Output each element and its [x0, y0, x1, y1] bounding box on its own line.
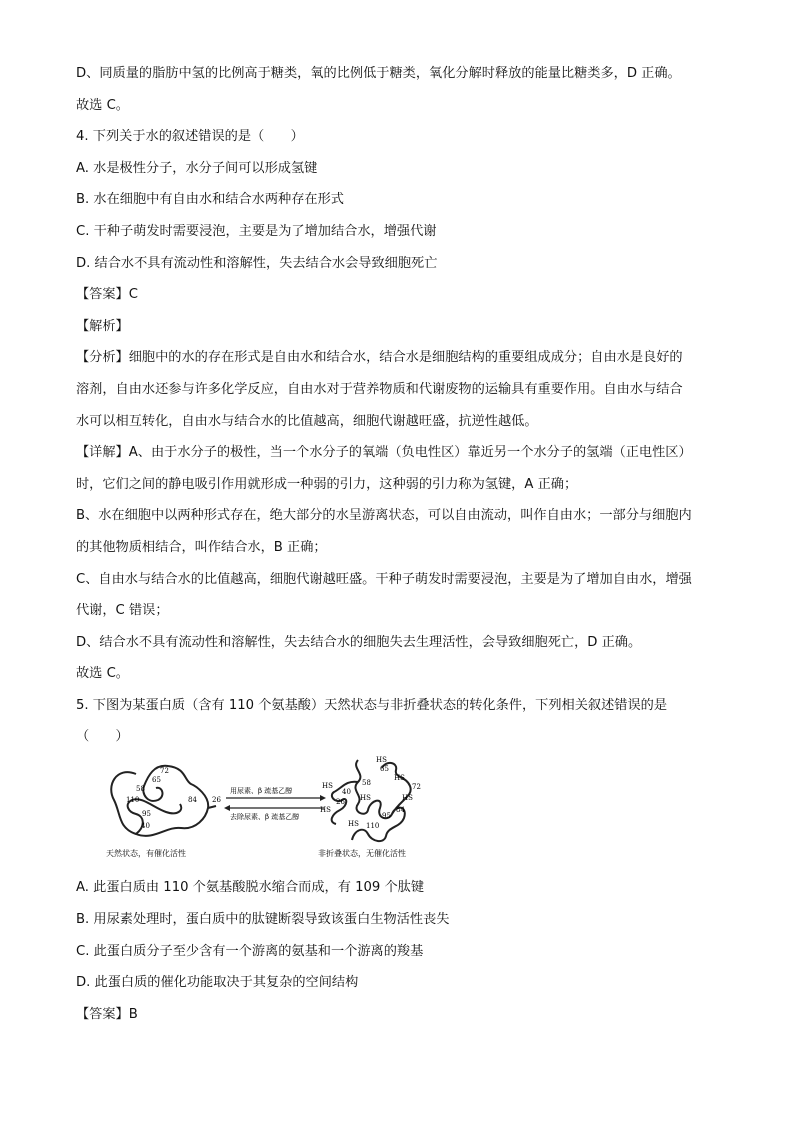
unfolded-label-65: 65	[380, 765, 389, 774]
unfolded-label-72: 72	[412, 783, 421, 792]
unfolded-label-hs: HS	[320, 806, 331, 815]
q4-detail-line: 的其他物质相结合，叫作结合水，B 正确；	[76, 539, 327, 555]
q5-option-c: C. 此蛋白质分子至少含有一个游离的氨基和一个游离的羧基	[76, 943, 424, 959]
reverse-arrow-head	[224, 805, 230, 811]
q4-choose-text: 故选 C。	[76, 666, 129, 682]
q4-analysis-label: 【解析】	[76, 318, 129, 334]
q4-detail-line: B、水在细胞中以两种形式存在，绝大部分的水呈游离状态，可以自由流动，叫作自由水；一部分与细胞内	[76, 508, 692, 524]
unfolded-label-hs: HS	[360, 794, 371, 803]
unfolded-label-hs: HS	[394, 774, 405, 783]
document-page	[76, 64, 726, 1024]
native-label-58: 58	[136, 785, 145, 794]
prev-option-d-explanation: D、同质量的脂肪中氢的比例高于糖类，氧的比例低于糖类，氧化分解时释放的能量比糖类多，D 正确。	[76, 66, 681, 81]
native-label-110: 110	[126, 796, 140, 805]
q5-option-b: B. 用尿素处理时，蛋白质中的肽键断裂导致该蛋白生物活性丧失	[76, 912, 450, 928]
q4-stem: 4. 下列关于水的叙述错误的是（ ）	[76, 129, 304, 145]
q4-analysis-line: 溶剂，自由水还参与许多化学反应，自由水对于营养物质和代谢废物的运输具有重要作用。自由水与结合	[76, 381, 683, 397]
native-label-40: 40	[141, 822, 150, 831]
q4-detail-line: 代谢，C 错误；	[76, 603, 169, 619]
native-label-26: 26	[212, 796, 221, 805]
prev-choose-text: 故选 C。	[76, 97, 129, 113]
native-label-72: 72	[160, 767, 169, 776]
native-label-95: 95	[142, 810, 151, 819]
native-state-caption: 天然状态，有催化活性	[106, 849, 186, 859]
arrow-bottom-label: 去除尿素、β 巯基乙醇	[230, 813, 300, 822]
forward-arrow-head	[320, 795, 326, 801]
unfolded-label-58: 58	[362, 779, 371, 788]
q4-detail-line: C、自由水与结合水的比值越高，细胞代谢越旺盛。干种子萌发时需要浸泡，主要是为了增加自由水，增强	[76, 571, 692, 587]
q4-detail-line: D、结合水不具有流动性和溶解性，失去结合水的细胞失去生理活性，会导致细胞死亡，D 正确。	[76, 634, 642, 650]
arrow-top-label: 用尿素、β 巯基乙醇	[230, 787, 293, 796]
q4-option-b: B. 水在细胞中有自由水和结合水两种存在形式	[76, 192, 344, 208]
protein-folding-figure	[76, 756, 726, 866]
native-label-65: 65	[152, 776, 161, 785]
q5-option-d: D. 此蛋白质的催化功能取决于其复杂的空间结构	[76, 975, 359, 991]
q4-answer: 【答案】C	[76, 287, 138, 303]
q4-option-c: C. 干种子萌发时需要浸泡，主要是为了增加结合水，增强代谢	[76, 223, 437, 239]
unfolded-label-hs: HS	[322, 782, 333, 791]
unfolded-label-40: 40	[342, 788, 351, 797]
unfolded-label-84: 84	[396, 806, 405, 815]
q4-detail-line: 【详解】A、由于水分子的极性，当一个水分子的氧端（负电性区）靠近另一个水分子的氢端（正电性区）	[76, 445, 692, 461]
unfolded-label-95: 95	[382, 812, 391, 821]
unfolded-label-hs: HS	[402, 794, 413, 803]
q5-stem-blank: （ ）	[76, 729, 129, 745]
protein-folding-diagram	[96, 756, 436, 866]
q4-detail-line: 时，它们之间的静电吸引作用就形成一种弱的引力，这种弱的引力称为氢键，A 正确；	[76, 476, 578, 492]
unfolded-label-hs: HS	[376, 756, 387, 765]
q5-option-a: A. 此蛋白质由 110 个氨基酸脱水缩合而成，有 109 个肽键	[76, 880, 425, 896]
q4-analysis-line: 【分析】细胞中的水的存在形式是自由水和结合水，结合水是细胞结构的重要组成成分；自由水是良好的	[76, 350, 683, 366]
q4-analysis-line: 水可以相互转化，自由水与结合水的比值越高，细胞代谢越旺盛，抗逆性越低。	[76, 413, 538, 429]
unfolded-label-hs: HS	[348, 820, 359, 829]
q4-option-a: A. 水是极性分子，水分子间可以形成氢键	[76, 160, 318, 176]
q4-option-d: D. 结合水不具有流动性和溶解性，失去结合水会导致细胞死亡	[76, 255, 438, 271]
q5-answer: 【答案】B	[76, 1006, 138, 1022]
unfolded-label-26: 26	[336, 798, 345, 807]
unfolded-label-110: 110	[366, 822, 380, 831]
unfolded-state-caption: 非折叠状态，无催化活性	[318, 849, 406, 859]
q5-stem: 5. 下图为某蛋白质（含有 110 个氨基酸）天然状态与非折叠状态的转化条件，下列相关叙述错误的是	[76, 697, 668, 713]
native-label-84: 84	[188, 796, 197, 805]
